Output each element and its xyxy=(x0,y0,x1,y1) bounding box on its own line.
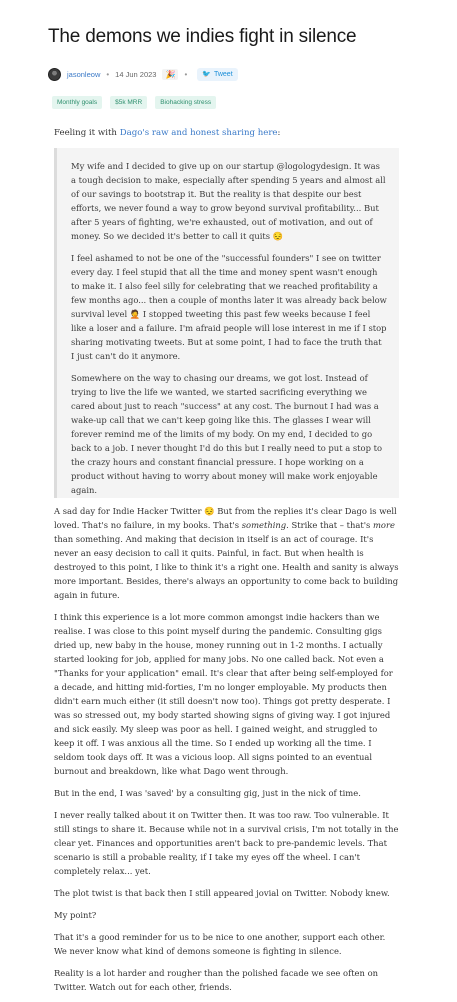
intro-paragraph xyxy=(54,126,404,140)
tag-5k-mrr[interactable]: $5k MRR xyxy=(110,96,147,109)
body-text: A sad day for Indie Hacker Twitter 😔 But from the replies it's clear Dago is well loved. That's no failure, in my books. That's xyxy=(54,506,397,530)
celebrate-icon[interactable]: 🎉 xyxy=(162,69,178,80)
post-date: 14 Jun 2023 xyxy=(115,69,157,79)
tweet-button[interactable] xyxy=(197,68,237,81)
tweet-button-label: Tweet xyxy=(213,70,233,78)
intro-text: Feeling it with xyxy=(54,128,120,138)
body-paragraph-1 xyxy=(54,504,400,602)
author-link[interactable]: jasonleow xyxy=(67,69,101,79)
body-paragraph-2: I think this experience is a lot more common amongst indie hackers than we realise. I was close to this point myself during the pandemic. Consulting gigs dried up, new baby in the house, money running out in 1-2 months. I actually started looking for job, applied for many jobs. No one called back. Not even a "Thanks for your application" email. It's clear that after being self-employed for a decade, and hitting mid-forties, I'm no longer employable. My products then didn't earn much either (it still doesn't now too). Things got pretty desperate. I was so stressed out, my body started showing signs of giving way. I got injured and sick easily. My sleep was poor as hell. I gained weight, and struggled to keep it off. I was anxious all the time. So I ended up working all the time. I seldom took days off. It was a vicious loop. All signs pointed to an eventual burnout and breakdown, like what Dago went through. xyxy=(54,612,393,776)
tag-list xyxy=(52,96,216,109)
dago-sharing-link[interactable]: Dago's raw and honest sharing here xyxy=(119,128,278,138)
body-text: Strike that – that's xyxy=(288,520,373,530)
quote-paragraph-2: I feel ashamed to not be one of the "successful founders" I see on twitter every day. I feel stupid that all the time and money spent wasn't enough to make it. I also feel silly for celebrating that we reached profitability a few months ago... then a couple of months later it was already back below survival level 🤦 I stopped tweeting this past few weeks because I feel like a loser and a failure. I'm afraid people will lose interest in me if I stop sharing motivating tweets. But at some point, I had to face the truth that I just can't do it anymore. xyxy=(71,253,387,361)
body-text: than something. And making that decision in itself is an act of courage. It's never an easy decision to call it quits. Painful, in fact. But when health is destroyed to this point, I like to think it's a right one. Health and sanity is always more important. Besides, there's always an opportunity to come back to building again in future. xyxy=(54,534,399,600)
tag-monthly-goals[interactable]: Monthly goals xyxy=(52,96,102,109)
post-body xyxy=(54,504,400,1002)
body-paragraph-7: That it's a good reminder for us to be nice to one another, support each other. We never know what kind of demons someone is fighting in silence. xyxy=(54,932,386,956)
body-emphasis: more xyxy=(372,520,395,530)
quote-paragraph-3: Somewhere on the way to chasing our dreams, we got lost. Instead of trying to live the life we wanted, we started sacrificing everything we cared about just to reach "success" at any cost. The burnout I had was a wake-up call that we can't keep going like this. The glasses I wear will forever remind me of the limits of my body. On my end, I decided to go back to a job. I never thought I'd do this but I really need to put a stop to the crazy hours and constant financial pressure. I hope working on a product without having to worry about money will make work enjoyable again. xyxy=(71,373,383,495)
body-emphasis: something. xyxy=(241,520,289,530)
post-meta xyxy=(48,66,238,82)
quote-paragraph-1: My wife and I decided to give up on our startup @logologydesign. It was a tough decision to make, especially after spending 5 years and almost all of our savings to bootstrap it. But the reality is that despite our best efforts, we never found a way to grow beyond survival profitability... But after 5 years of fighting, we're exhausted, out of motivation, and out of money. So we decided it's better to call it quits 😔 xyxy=(71,161,386,241)
tag-biohacking-stress[interactable]: Biohacking stress xyxy=(155,96,216,109)
post-title: The demons we indies fight in silence xyxy=(48,26,357,47)
meta-separator: • xyxy=(184,69,188,79)
intro-suffix: : xyxy=(277,128,281,138)
quoted-tweet-block xyxy=(54,148,399,498)
meta-separator: • xyxy=(106,69,110,79)
body-paragraph-4: I never really talked about it on Twitter then. It was too raw. Too vulnerable. It still stings to share it. Because while not in a survival crisis, I'm not totally in the clear yet. Finances and opportunities aren't back to pre-pandemic levels. That scenario is still a probable reality, if I take my eyes off the wheel. I can't completely relax... yet. xyxy=(54,810,399,876)
body-paragraph-3: But in the end, I was 'saved' by a consulting gig, just in the nick of time. xyxy=(54,788,361,798)
body-paragraph-8: Reality is a lot harder and rougher than the polished facade we see often on Twitter. Watch out for each other, friends. xyxy=(54,968,379,992)
twitter-bird-icon: 🐦 xyxy=(202,70,211,78)
avatar[interactable] xyxy=(48,68,61,81)
body-paragraph-6: My point? xyxy=(54,910,97,920)
body-paragraph-5: The plot twist is that back then I still appeared jovial on Twitter. Nobody knew. xyxy=(54,888,390,898)
